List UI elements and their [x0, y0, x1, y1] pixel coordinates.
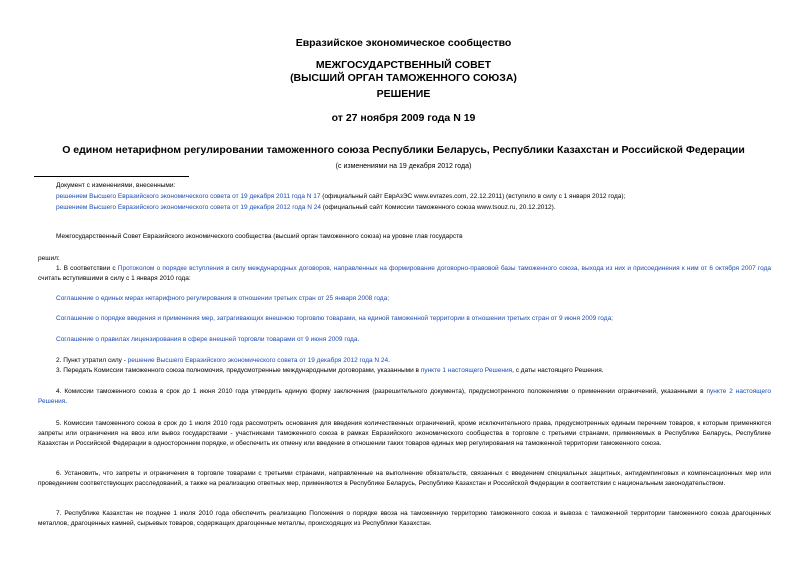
separator [34, 176, 189, 177]
p3-link[interactable]: пункте 1 настоящего Решения [420, 367, 513, 374]
council-line-1: МЕЖГОСУДАРСТВЕННЫЙ СОВЕТ [315, 59, 492, 71]
preamble: Межгосударственный Совет Евразийского экономического сообщества (высший орган таможенного союза) на уровне глав государств [56, 233, 463, 240]
amendment-item-2 [56, 203, 556, 213]
agreement-link-2[interactable]: Соглашение о порядке введения и применения мер, затрагивающих внешнюю торговлю товарами, на единой таможенной территории в отношении третьих стран от 9 июня 2009 года; [56, 315, 613, 322]
paragraph-4 [38, 387, 771, 407]
p1-pre: 1. В соответствии с [56, 265, 118, 272]
amended-note: (с изменениями на 19 декабря 2012 года) [335, 163, 472, 170]
council-line-2: (ВЫСШИЙ ОРГАН ТАМОЖЕННОГО СОЮЗА) [290, 72, 517, 84]
paragraph-2 [56, 356, 390, 366]
amendment-link-2[interactable]: решением Высшего Евразийского экономического совета от 19 декабря 2012 года N 24 [56, 204, 321, 211]
doc-date-number: от 27 ноября 2009 года N 19 [331, 112, 476, 124]
p1-post: считать вступившими в силу с 1 января 2010 года: [38, 275, 191, 282]
p2-link[interactable]: решение Высшего Евразийского экономического совета от 19 декабря 2012 года N 24 [127, 357, 389, 364]
paragraph-6: 6. Установить, что запреты и ограничения в торговле товарами с третьими странами, направленные на выполнение обязательств, связанных с введением специальных защитных, антидемпинговых и компенсационных мер или проведением соответствующих расследований, а также на реализацию ответных мер, применяются в Республике Беларусь, Республике Казахстан и Российской Федерации в соответствии с национальным законодательством. [38, 470, 771, 487]
doc-type: РЕШЕНИЕ [376, 88, 431, 100]
amendment-link-1[interactable]: решением Высшего Евразийского экономического совета от 19 декабря 2011 года N 17 [56, 193, 321, 200]
paragraph-1 [38, 264, 771, 284]
amendments-intro: Документ с изменениями, внесенными: [56, 182, 176, 189]
agreement-link-3[interactable]: Соглашение о правилах лицензирования в сфере внешней торговли товарами от 9 июня 2009 года. [56, 336, 360, 343]
paragraph-7: 7. Республике Казахстан не позднее 1 июля 2010 года обеспечить реализацию Положения о порядке ввоза на таможенную территорию таможенного союза и вывоза с таможенной территории таможенного союза драгоценных металлов, драгоценных камней, сырьевых товаров, содержащих драгоценные металлы, происходящих из Республики Казахстан. [38, 510, 771, 527]
protocol-link[interactable]: Протоколом о порядке вступления в силу международных договоров, направленных на формирование договорно-правовой базы таможенного союза, выхода из них и присоединения к ним от 6 октября 2007 года [117, 265, 771, 272]
p2-pre: 2. Пункт утратил силу - [56, 357, 128, 364]
p4-post: . [65, 398, 68, 405]
amendment-text-1: (официальный сайт ЕврАзЭС www.evrazes.com, 22.12.2011) (вступило в силу с 1 января 2012 года); [320, 193, 626, 200]
p3-pre: 3. Передать Комиссии таможенного союза полномочия, предусмотренные международными договорами, указанными в [56, 367, 421, 374]
amendment-text-2: (официальный сайт Комиссии таможенного союза www.tsouz.ru, 20.12.2012). [320, 204, 556, 211]
paragraph-5: 5. Комиссии таможенного союза в срок до 1 июля 2010 года рассмотреть основания для введения количественных ограничений, кроме исключительного права, предусмотренных единым перечнем товаров, к которым применяются запреты или ограничения на ввоз или вывоз государствами - участниками таможенного союза в рамках Евразийского экономического сообщества в торговле с третьими странами, применяемых в Республике Беларусь, Республике Казахстан и Российской Федерации в одностороннем порядке, и обеспечить их отмену или введение в отношении таких товаров единых мер регулирования на таможенной территории таможенного союза. [38, 420, 771, 447]
org-name: Евразийское экономическое сообщество [295, 37, 512, 49]
p3-post: , с даты настоящего Решения. [512, 367, 604, 374]
paragraph-3 [56, 366, 604, 376]
council-name [0, 59, 807, 85]
agreement-link-1[interactable]: Соглашение о единых мерах нетарифного регулирования в отношении третьих стран от 25 января 2008 года; [56, 295, 390, 302]
decided-label: решил: [38, 255, 60, 262]
doc-title: О едином нетарифном регулировании таможенного союза Республики Беларусь, Республики Казахстан и Российской Федерации [62, 144, 745, 156]
p2-post: . [388, 357, 390, 364]
amendment-item-1 [56, 192, 625, 202]
p4-link[interactable]: пункте 2 настоящего Решения [38, 388, 772, 405]
p4-pre: 4. Комиссии таможенного союза в срок до 1 июня 2010 года утвердить единую форму заключения (разрешительного документа), предусмотренного положениями о применении ограничений, указанными в [56, 388, 707, 395]
